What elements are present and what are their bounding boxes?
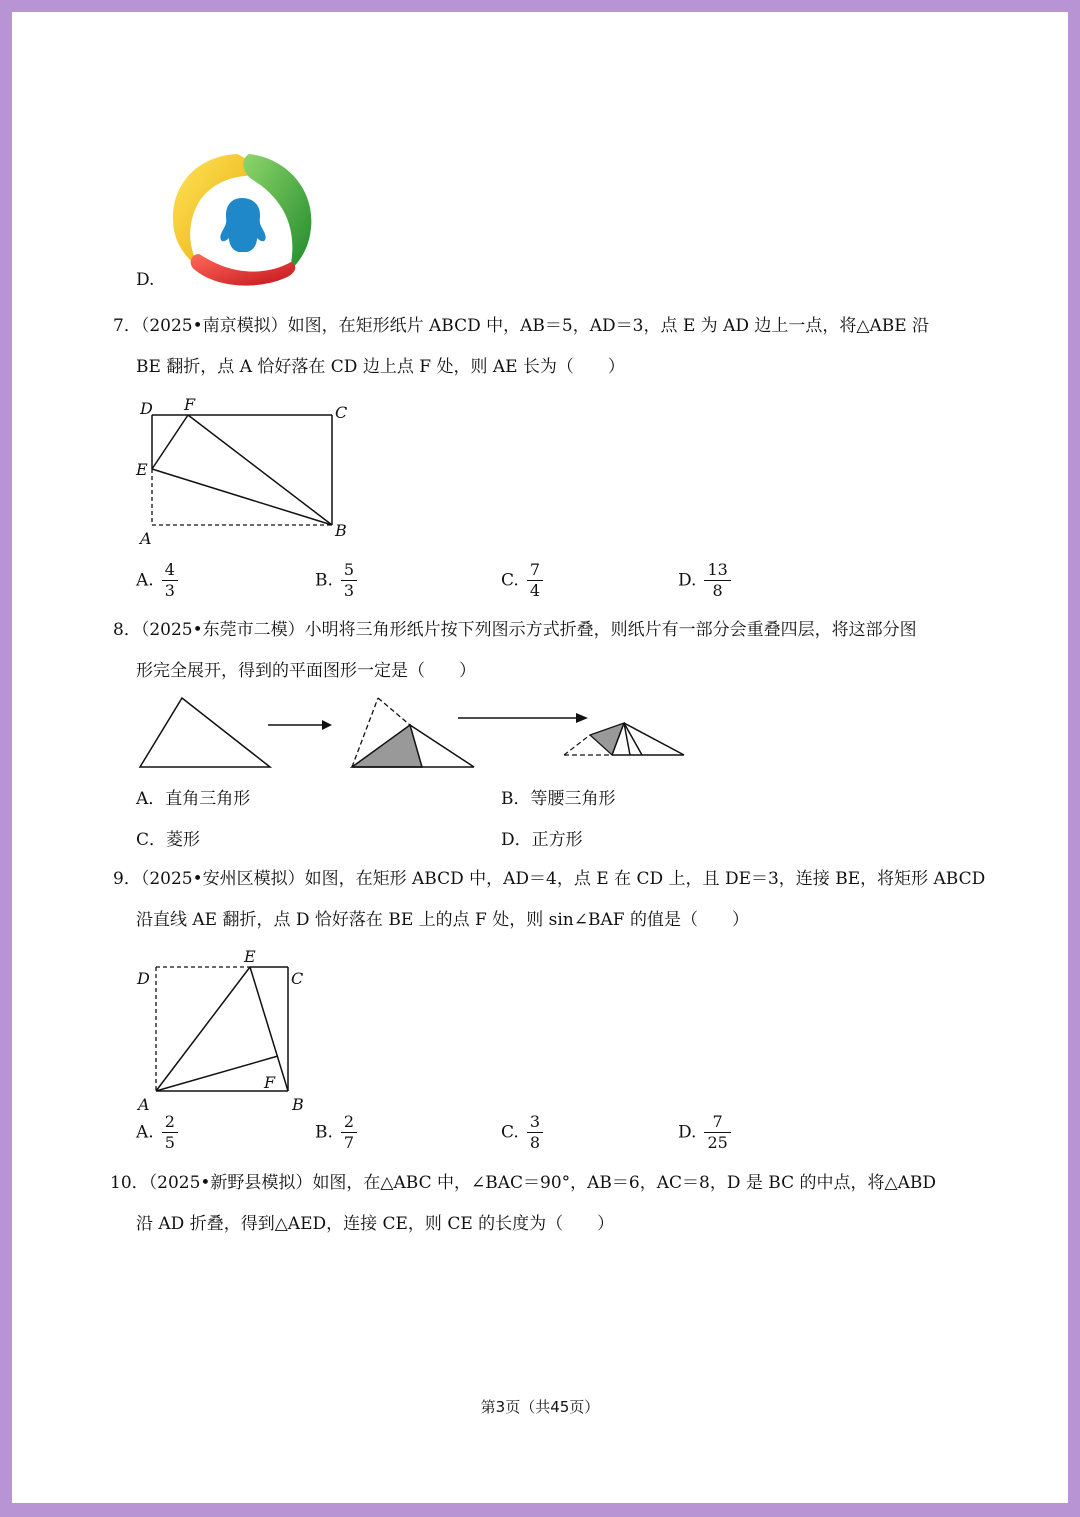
q9-label-b: B (292, 1095, 304, 1110)
q9-label-c: C (291, 969, 304, 988)
q9-option-b[interactable]: B. $\frac{2}{7}$ (315, 1112, 357, 1153)
q9-label-e: E (244, 950, 256, 966)
page-footer: 第3页（共45页） (480, 1398, 600, 1416)
q7-option-a[interactable]: A. $\frac{4}{3}$ (136, 560, 178, 601)
q7-source: （2025•南京模拟） (140, 316, 288, 336)
q9-option-d[interactable]: D. $\frac{7}{25}$ (678, 1112, 731, 1153)
q9-text-line1: 如图，在矩形 ABCD 中，AD＝4，点 E 在 CD 上，且 DE＝3，连接 BE，将矩形 ABCD (304, 869, 986, 889)
q7-number: 7． (113, 316, 141, 336)
q8-text-line1: 小明将三角形纸片按下列图示方式折叠，则纸片有一部分会重叠四层，将这部分图 (304, 620, 917, 640)
document-page (12, 12, 1068, 1503)
q6-option-d-label: D. (136, 270, 155, 290)
q8-figure-folding (132, 695, 692, 785)
q9-line1 (113, 867, 985, 891)
q7-line1 (113, 314, 929, 338)
q10-line1 (110, 1171, 936, 1195)
q7-figure-rectangle (132, 398, 362, 548)
q10-text-line1: 如图，在△ABC 中，∠BAC＝90°，AB＝6，AC＝8，D 是 BC 的中点，将△ABD (312, 1173, 936, 1193)
q7-label-d: D (140, 399, 153, 418)
q9-option-a[interactable]: A. $\frac{2}{5}$ (136, 1112, 178, 1153)
q9-source: （2025•安州区模拟） (140, 869, 305, 889)
q7-option-c[interactable]: C. $\frac{7}{4}$ (501, 560, 543, 601)
q8-line1 (113, 618, 917, 642)
q8-text-line2: 形完全展开，得到的平面图形一定是（ ） (136, 661, 476, 681)
q10-source: （2025•新野县模拟） (148, 1173, 313, 1193)
q7-label-e: E (136, 460, 148, 479)
q7-label-b: B (335, 521, 347, 540)
q9-option-c[interactable]: C. $\frac{3}{8}$ (501, 1112, 543, 1153)
q9-number: 9． (113, 869, 141, 889)
q7-text-line1: 如图，在矩形纸片 ABCD 中，AB＝5，AD＝3，点 E 为 AD 边上一点，将△ABE 沿 (287, 316, 930, 336)
q8-option-a[interactable]: A．直角三角形 (136, 789, 251, 809)
q9-text-line2: 沿直线 AE 翻折，点 D 恰好落在 BE 上的点 F 处，则 sin∠BAF 的值是（ ） (136, 910, 749, 930)
q9-label-f: F (264, 1073, 276, 1092)
q10-text-line2: 沿 AD 折叠，得到△AED，连接 CE，则 CE 的长度为（ ） (136, 1214, 615, 1234)
q8-source: （2025•东莞市二模） (140, 620, 305, 640)
q9-figure-rectangle (132, 950, 332, 1110)
q7-label-c: C (335, 403, 348, 422)
q7-option-d[interactable]: D. $\frac{13}{8}$ (678, 560, 731, 601)
q7-label-f: F (184, 398, 196, 414)
q7-label-a: A (140, 529, 152, 548)
tencent-news-logo (167, 150, 317, 290)
q8-option-c[interactable]: C．菱形 (136, 830, 201, 850)
q8-number: 8． (113, 620, 141, 640)
q8-option-b[interactable]: B．等腰三角形 (501, 789, 616, 809)
q7-text-line2: BE 翻折，点 A 恰好落在 CD 边上点 F 处，则 AE 长为（ ） (136, 357, 625, 377)
q9-label-a: A (138, 1095, 150, 1110)
q8-option-d[interactable]: D．正方形 (501, 830, 583, 850)
q9-label-d: D (137, 969, 150, 988)
q7-option-b[interactable]: B. $\frac{5}{3}$ (315, 560, 357, 601)
q10-number: 10． (110, 1173, 149, 1193)
